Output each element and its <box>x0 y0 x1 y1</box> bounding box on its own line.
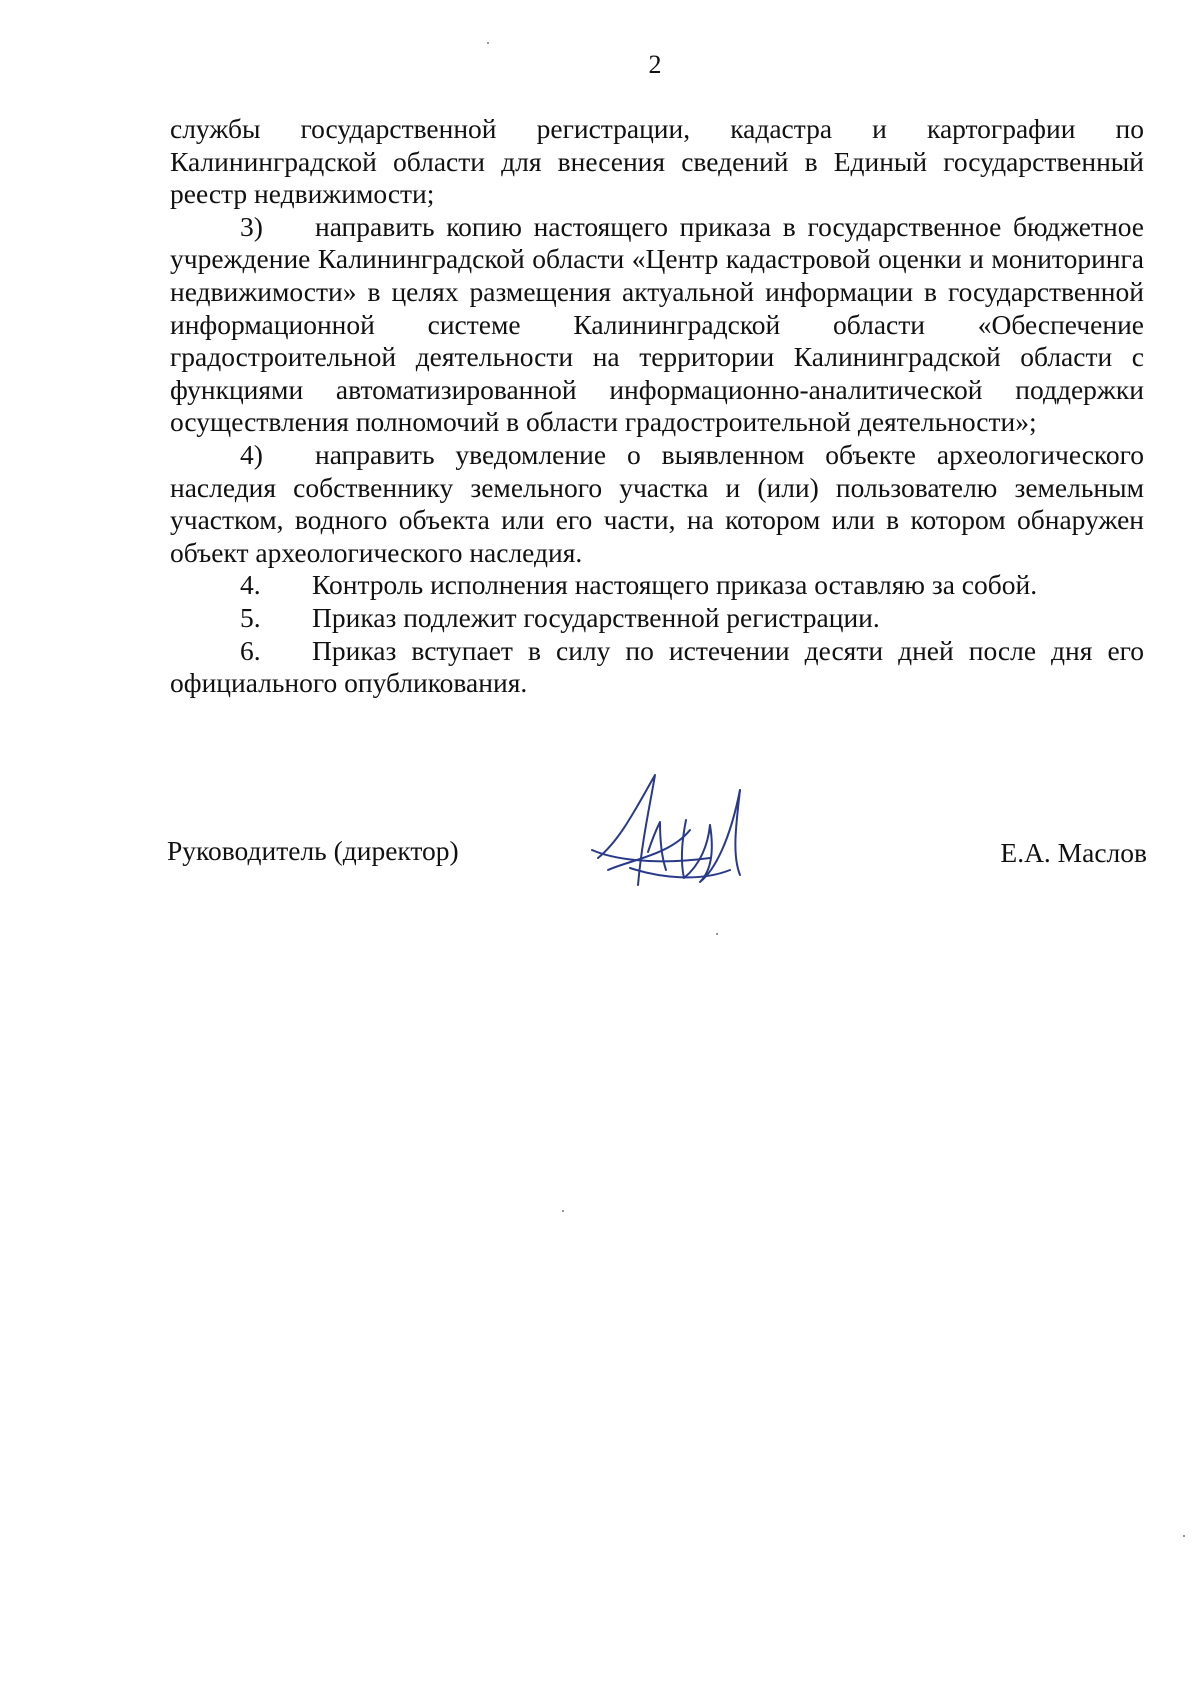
paragraph-item-3 <box>170 211 1144 439</box>
paragraph-number: 6. <box>240 634 261 666</box>
paragraph-text: Контроль исполнения настоящего приказа оставляю за собой. <box>312 569 1038 601</box>
paragraph-text: службы государственной регистрации, кадастра и картографии по Калининградской области для внесения сведений в Единый государственный реестр недвижимости; <box>170 113 1144 210</box>
paragraph-text: направить уведомление о выявленном объекте археологического наследия собственнику земельного участка и (или) пользователю земельным участком, водного объекта или его части, на котором или в котором обнаружен объект археологического наследия. <box>170 438 1144 568</box>
scan-speck <box>487 42 489 44</box>
paragraph-item-4 <box>170 439 1144 569</box>
scan-speck <box>716 933 718 935</box>
signatory-position: Руководитель (директор) <box>167 835 459 866</box>
paragraph-point-4 <box>170 569 1144 602</box>
handwritten-signature <box>590 770 770 890</box>
paragraph-point-6 <box>170 635 1144 700</box>
paragraph-number: 4) <box>240 438 263 470</box>
paragraph-number: 5. <box>240 601 261 633</box>
scan-speck <box>562 1210 564 1212</box>
paragraph-number: 4. <box>240 569 261 601</box>
paragraph-text: Приказ подлежит государственной регистрации. <box>312 601 880 633</box>
page-number: 2 <box>648 50 662 79</box>
scan-speck <box>1183 1535 1185 1537</box>
document-body <box>170 113 1144 700</box>
paragraph-number: 3) <box>240 210 263 242</box>
paragraph-text: Приказ вступает в силу по истечении десяти дней после дня его официального опубликования. <box>170 634 1144 699</box>
paragraph-point-5 <box>170 602 1144 635</box>
paragraph-continuation <box>170 113 1144 211</box>
paragraph-text: направить копию настоящего приказа в государственное бюджетное учреждение Калининградской области «Центр кадастровой оценки и мониторинга недвижимости» в целях размещения актуальной информации в государственной информационной системе Калининградской области «Обеспечение градостроительной деятельности на территории Калининградской области с функциями автоматизированной информационно-аналитической поддержки осуществления полномочий в области градостроительной деятельности»; <box>170 210 1144 438</box>
signatory-name: Е.А. Маслов <box>1000 837 1147 868</box>
